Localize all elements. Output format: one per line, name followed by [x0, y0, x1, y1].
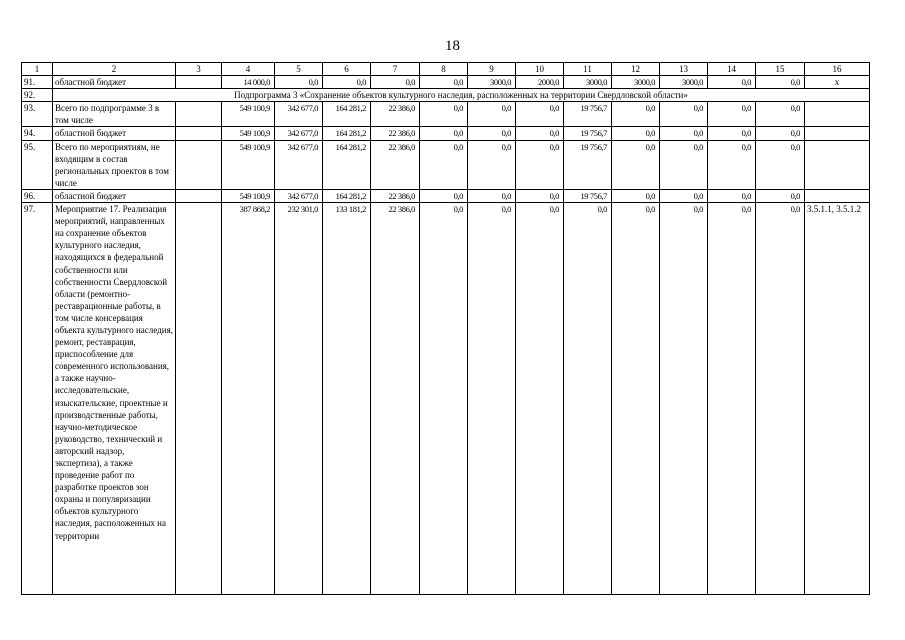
value-cell: 0,0	[612, 203, 660, 595]
value-cell: 0,0	[660, 102, 708, 127]
column-header: 2	[53, 63, 176, 76]
value-cell: 22 386,0	[371, 189, 420, 202]
row-cell	[176, 140, 222, 189]
value-cell: 0,0	[468, 140, 516, 189]
value-cell: 22 386,0	[371, 140, 420, 189]
column-header: 11	[564, 63, 612, 76]
value-cell: 19 756,7	[564, 127, 612, 140]
value-cell: 0,0	[660, 189, 708, 202]
column-header: 16	[805, 63, 870, 76]
table-row	[22, 76, 870, 89]
value-cell: 0,0	[468, 203, 516, 595]
row-cell	[176, 102, 222, 127]
value-cell: 22 386,0	[371, 203, 420, 595]
row-cell	[176, 127, 222, 140]
row-number: 91.	[22, 76, 53, 89]
value-cell: 133 181,2	[323, 203, 371, 595]
row-number: 93.	[22, 102, 53, 127]
value-cell: 164 281,2	[323, 127, 371, 140]
value-cell: 0,0	[420, 140, 468, 189]
column-header: 13	[660, 63, 708, 76]
value-cell: 0,0	[516, 140, 564, 189]
value-cell: 0,0	[516, 203, 564, 595]
budget-table	[21, 62, 870, 595]
value-cell: 0,0	[612, 189, 660, 202]
value-cell: 387 868,2	[222, 203, 275, 595]
table-row	[22, 102, 870, 127]
value-cell: 0,0	[756, 102, 805, 127]
page-number: 18	[445, 38, 460, 54]
value-cell: 0,0	[708, 140, 756, 189]
value-cell: 3000,0	[468, 76, 516, 89]
value-cell: 549 100,9	[222, 102, 275, 127]
column-header: 15	[756, 63, 805, 76]
value-cell: 19 756,7	[564, 102, 612, 127]
value-cell: 549 100,9	[222, 127, 275, 140]
column-header: 1	[22, 63, 53, 76]
value-cell: 0,0	[516, 189, 564, 202]
value-cell: 0,0	[468, 189, 516, 202]
value-cell: 14 000,0	[222, 76, 275, 89]
value-cell: 0,0	[612, 102, 660, 127]
value-cell: 342 677,0	[275, 189, 323, 202]
value-cell: 3000,0	[612, 76, 660, 89]
column-header: 5	[275, 63, 323, 76]
value-cell: 0,0	[420, 76, 468, 89]
value-cell: 0,0	[756, 127, 805, 140]
row-cell	[176, 203, 222, 595]
value-cell: 549 100,9	[222, 140, 275, 189]
target-indicator-cell	[805, 140, 870, 189]
value-cell: 0,0	[612, 140, 660, 189]
target-indicator-cell: x	[805, 76, 870, 89]
value-cell: 232 301,0	[275, 203, 323, 595]
value-cell: 342 677,0	[275, 140, 323, 189]
column-header: 10	[516, 63, 564, 76]
target-indicator-cell	[805, 189, 870, 202]
value-cell: 22 386,0	[371, 127, 420, 140]
value-cell: 342 677,0	[275, 102, 323, 127]
row-number: 97.	[22, 203, 53, 595]
row-name: областной бюджет	[53, 189, 176, 202]
value-cell: 0,0	[756, 189, 805, 202]
value-cell: 0,0	[275, 76, 323, 89]
value-cell: 0,0	[708, 102, 756, 127]
column-header: 7	[371, 63, 420, 76]
value-cell: 0,0	[660, 127, 708, 140]
value-cell: 549 100,9	[222, 189, 275, 202]
row-name: Всего по мероприятиям, не входящим в состав региональных проектов в том числе	[53, 140, 176, 189]
value-cell: 0,0	[323, 76, 371, 89]
column-header: 8	[420, 63, 468, 76]
row-name: Мероприятие 17. Реализация мероприятий, направленных на сохранение объектов культурного наследия, находящихся в федеральной собственности или собственности Свердловской области (ремонтно-реставрационные работы, в том числе консервация объекта культурного наследия, ремонт, реставрация, приспособление для современного использования, а также научно-исследовательские, изыскательские, проектные и производственные работы, научно-методическое руководство, технический и авторский надзор, экспертиза), а также проведение работ по разработке проектов зон охраны и популяризации объектов культурного наследия, расположенных на территории	[53, 203, 176, 595]
table-row	[22, 89, 870, 102]
value-cell: 2000,0	[516, 76, 564, 89]
value-cell: 22 386,0	[371, 102, 420, 127]
table-row	[22, 203, 870, 595]
column-header: 6	[323, 63, 371, 76]
value-cell: 3000,0	[564, 76, 612, 89]
value-cell: 0,0	[468, 127, 516, 140]
value-cell: 19 756,7	[564, 189, 612, 202]
value-cell: 0,0	[420, 203, 468, 595]
value-cell: 0,0	[516, 127, 564, 140]
target-indicator-cell	[805, 127, 870, 140]
value-cell: 0,0	[708, 127, 756, 140]
subprogram-title: Подпрограмма 3 «Сохранение объектов культурного наследия, расположенных на территории Свердловской области»	[53, 89, 870, 102]
value-cell: 0,0	[708, 76, 756, 89]
target-indicator-cell	[805, 102, 870, 127]
column-header: 14	[708, 63, 756, 76]
value-cell: 0,0	[420, 102, 468, 127]
column-header: 3	[176, 63, 222, 76]
value-cell: 3000,0	[660, 76, 708, 89]
value-cell: 164 281,2	[323, 102, 371, 127]
value-cell: 0,0	[756, 76, 805, 89]
value-cell: 164 281,2	[323, 140, 371, 189]
table-row	[22, 140, 870, 189]
table-row	[22, 127, 870, 140]
value-cell: 19 756,7	[564, 140, 612, 189]
row-cell	[176, 76, 222, 89]
value-cell: 0,0	[371, 76, 420, 89]
row-number: 95.	[22, 140, 53, 189]
value-cell: 0,0	[468, 102, 516, 127]
value-cell: 0,0	[612, 127, 660, 140]
row-name: Всего по подпрограмме 3 в том числе	[53, 102, 176, 127]
target-indicator-cell: 3.5.1.1, 3.5.1.2	[805, 203, 870, 595]
value-cell: 0,0	[660, 140, 708, 189]
column-header: 12	[612, 63, 660, 76]
row-number: 94.	[22, 127, 53, 140]
table-row	[22, 189, 870, 202]
column-header: 4	[222, 63, 275, 76]
value-cell: 0,0	[756, 140, 805, 189]
column-header: 9	[468, 63, 516, 76]
value-cell: 0,0	[420, 127, 468, 140]
value-cell: 0,0	[516, 102, 564, 127]
row-name: областной бюджет	[53, 127, 176, 140]
value-cell: 0,0	[756, 203, 805, 595]
value-cell: 0,0	[660, 203, 708, 595]
header-row	[22, 63, 870, 76]
value-cell: 0,0	[420, 189, 468, 202]
row-name: областной бюджет	[53, 76, 176, 89]
row-number: 92.	[22, 89, 53, 102]
value-cell: 164 281,2	[323, 189, 371, 202]
value-cell: 0,0	[564, 203, 612, 595]
row-cell	[176, 189, 222, 202]
value-cell: 0,0	[708, 189, 756, 202]
row-number: 96.	[22, 189, 53, 202]
value-cell: 342 677,0	[275, 127, 323, 140]
value-cell: 0,0	[708, 203, 756, 595]
